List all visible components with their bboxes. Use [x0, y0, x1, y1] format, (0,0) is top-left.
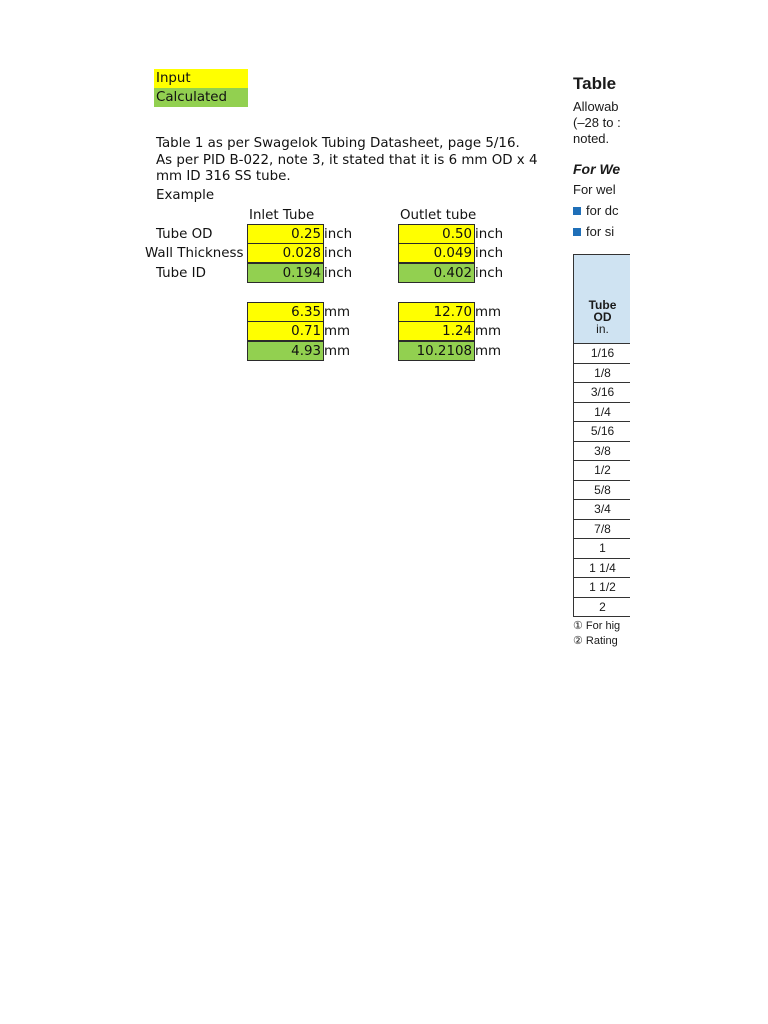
outlet-od-inch-cell[interactable]: 0.50 — [398, 224, 475, 244]
tube-od-table — [573, 254, 630, 617]
excerpt-line-4: For wel — [573, 182, 616, 197]
tube-size-row: 1/16 — [574, 344, 630, 364]
excerpt-title: Table — [573, 74, 617, 93]
excerpt-line-1: Allowab — [573, 99, 619, 114]
row-label-tube-id: Tube ID — [156, 266, 206, 281]
excerpt-bullet-2-text: for si — [586, 224, 615, 239]
excerpt-footnote-2: ② Rating — [573, 635, 618, 647]
outlet-id-mm-cell[interactable]: 10.2108 — [398, 341, 475, 361]
unit-inch: inch — [324, 246, 353, 261]
unit-inch: inch — [475, 266, 504, 281]
excerpt-line-2: (–28 to : — [573, 115, 621, 130]
excerpt-bullet-2 — [573, 224, 614, 239]
tube-size-row: 1/2 — [574, 461, 630, 481]
square-bullet-icon — [573, 228, 581, 236]
unit-mm: mm — [475, 324, 502, 339]
row-label-tube-od: Tube OD — [156, 227, 213, 242]
legend-input-label: Input — [156, 71, 191, 86]
tube-size-row: 5/16 — [574, 422, 630, 442]
legend-calculated-label: Calculated — [156, 90, 228, 105]
outlet-id-inch-cell[interactable]: 0.402 — [398, 263, 475, 283]
unit-mm: mm — [324, 324, 351, 339]
unit-inch: inch — [475, 227, 504, 242]
tube-size-row: 2 — [599, 599, 606, 614]
excerpt-line-3: noted. — [573, 131, 610, 146]
unit-mm: mm — [324, 344, 351, 359]
tube-size-row: 3/8 — [574, 442, 630, 462]
tube-size-row: 1 — [574, 539, 630, 559]
tube-size-row: 7/8 — [574, 520, 630, 540]
tube-size-row: 1 1/2 — [574, 578, 630, 598]
unit-mm: mm — [324, 305, 351, 320]
inlet-wall-inch-cell[interactable]: 0.028 — [247, 243, 324, 263]
datasheet-table-excerpt — [566, 68, 630, 658]
header-unit: in. — [596, 322, 609, 336]
unit-inch: inch — [475, 246, 504, 261]
header-tube: Tube — [588, 298, 617, 312]
outlet-tube-header: Outlet tube — [400, 208, 477, 223]
unit-inch: inch — [324, 266, 353, 281]
note-line-1: Table 1 as per Swagelok Tubing Datasheet, page 5/16. — [156, 136, 520, 151]
tube-size-row: 1 1/4 — [574, 559, 630, 579]
inlet-od-inch-cell[interactable]: 0.25 — [247, 224, 324, 244]
tube-size-row: 3/16 — [574, 383, 630, 403]
outlet-wall-inch-cell[interactable]: 0.049 — [398, 243, 475, 263]
unit-mm: mm — [475, 344, 502, 359]
tube-size-row: 1/8 — [574, 364, 630, 384]
tube-size-row: 1/4 — [574, 403, 630, 423]
tube-size-row: 5/8 — [574, 481, 630, 501]
header-od: OD — [593, 310, 612, 324]
row-label-wall-thickness: Wall Thickness — [145, 246, 244, 261]
tube-size-rows — [574, 344, 630, 616]
legend-calculated — [154, 88, 248, 107]
inlet-wall-mm-cell[interactable]: 0.71 — [247, 321, 324, 341]
tube-od-header — [574, 255, 630, 344]
unit-mm: mm — [475, 305, 502, 320]
excerpt-footnote-1: ① For hig — [573, 620, 621, 632]
outlet-od-mm-cell[interactable]: 12.70 — [398, 302, 475, 322]
inlet-tube-header: Inlet Tube — [249, 208, 315, 223]
outlet-wall-mm-cell[interactable]: 1.24 — [398, 321, 475, 341]
note-line-3: mm ID 316 SS tube. — [156, 169, 291, 184]
tube-od-header-text — [574, 299, 630, 335]
unit-inch: inch — [324, 227, 353, 242]
note-line-2: As per PID B-022, note 3, it stated that it is 6 mm OD x 4 — [156, 153, 538, 168]
example-label: Example — [156, 188, 215, 203]
inlet-od-mm-cell[interactable]: 6.35 — [247, 302, 324, 322]
excerpt-bullet-1 — [573, 203, 619, 218]
square-bullet-icon — [573, 207, 581, 215]
legend-input — [154, 69, 248, 88]
inlet-id-inch-cell[interactable]: 0.194 — [247, 263, 324, 283]
tube-size-row: 3/4 — [574, 500, 630, 520]
inlet-id-mm-cell[interactable]: 4.93 — [247, 341, 324, 361]
excerpt-subheading: For We — [573, 161, 621, 177]
excerpt-bullet-1-text: for dc — [586, 203, 619, 218]
